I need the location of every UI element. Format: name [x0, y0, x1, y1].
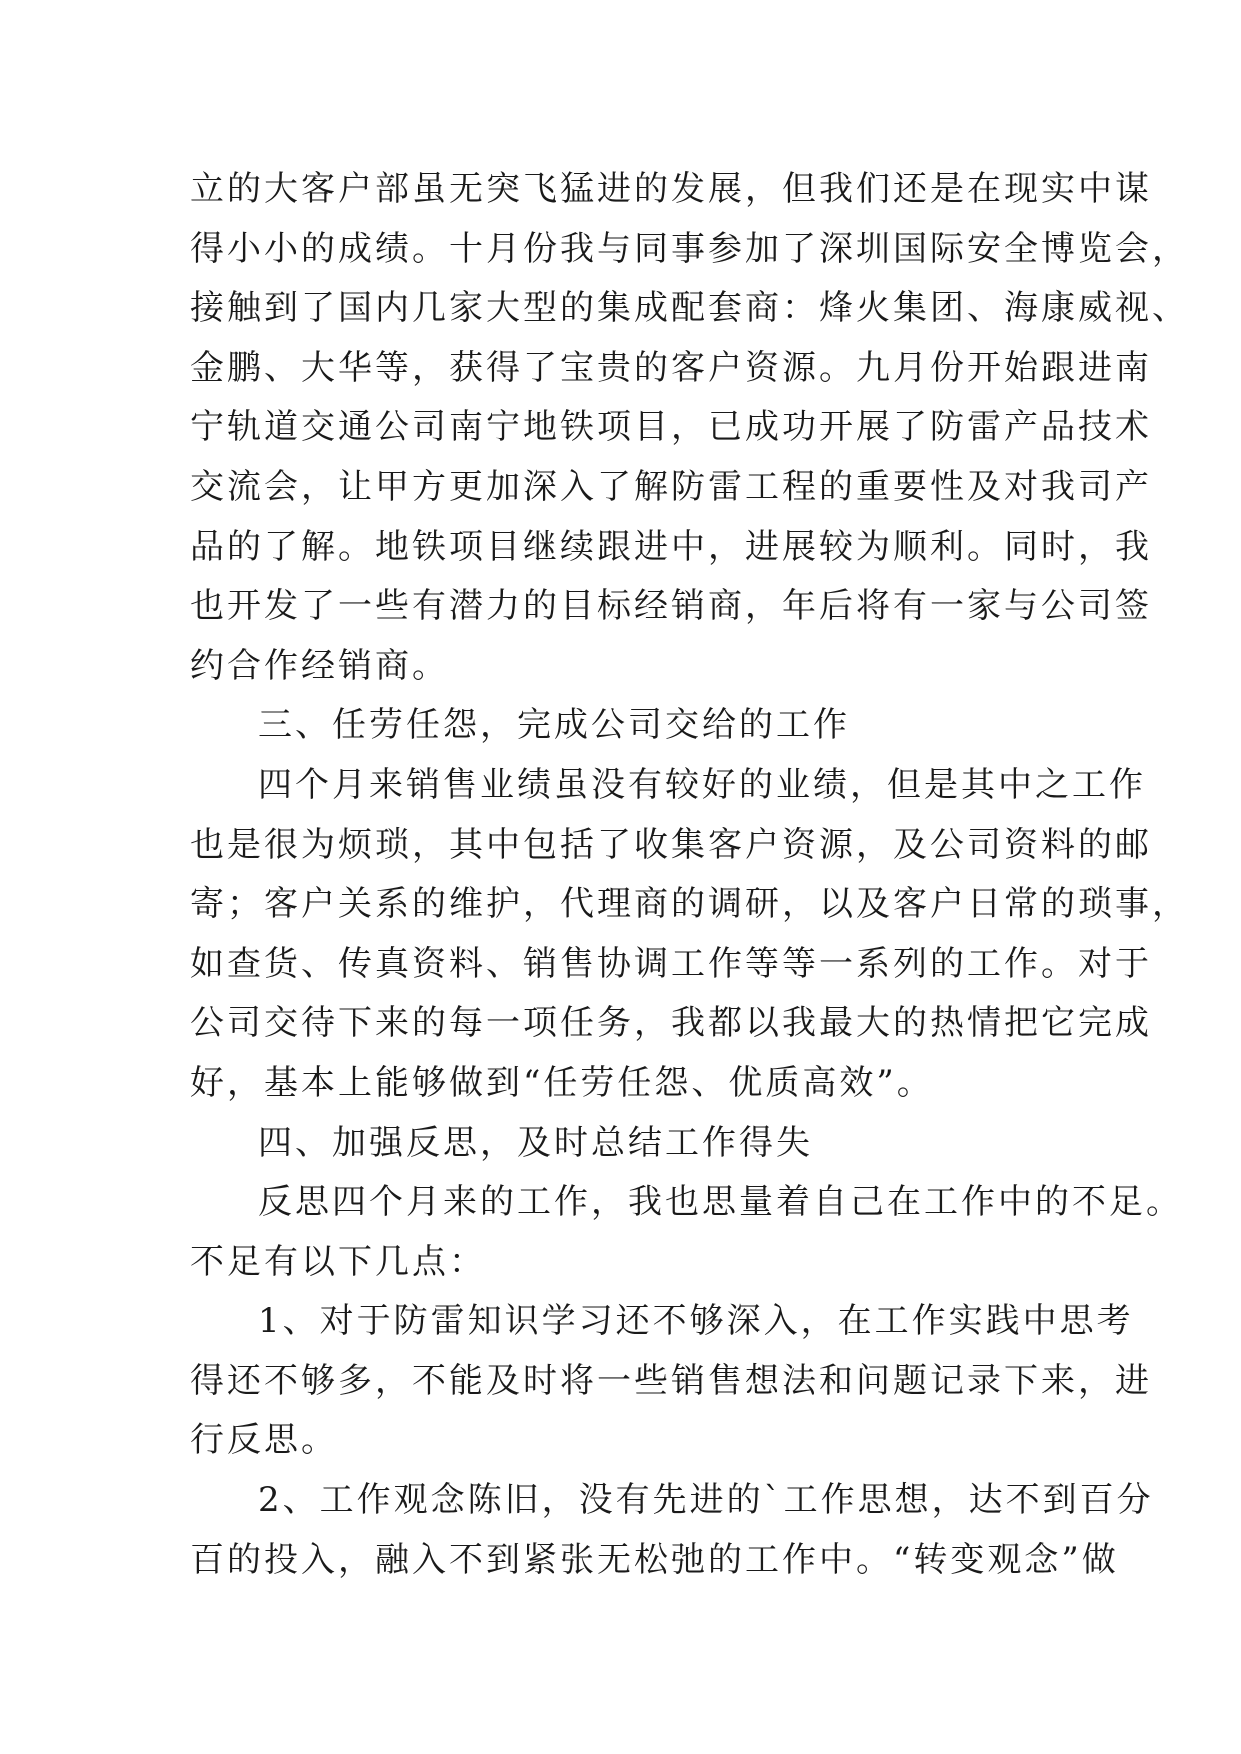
text-line: 反思四个月来的工作，我也思量着自己在工作中的不足。 [258, 1182, 1183, 1223]
text-line: 得还不够多，不能及时将一些销售想法和问题记录下来，进 [190, 1360, 1152, 1401]
text-line: 2、工作观念陈旧，没有先进的`工作思想，达不到百分 [258, 1480, 1154, 1521]
text-line: 寄；客户关系的维护，代理商的调研，以及客户日常的琐事， [190, 884, 1189, 925]
text-line: 四个月来销售业绩虽没有较好的业绩，但是其中之工作 [258, 764, 1146, 805]
text-line: 品的了解。地铁项目继续跟进中，进展较为顺利。同时，我 [190, 526, 1152, 567]
text-line: 也开发了一些有潜力的目标经销商，年后将有一家与公司签 [190, 586, 1152, 627]
text-line: 得小小的成绩。十月份我与同事参加了深圳国际安全博览会， [190, 228, 1189, 269]
text-line: 公司交待下来的每一项任务，我都以我最大的热情把它完成 [190, 1003, 1152, 1044]
text-line: 金鹏、大华等，获得了宝贵的客户资源。九月份开始跟进南 [190, 347, 1152, 388]
text-line: 交流会，让甲方更加深入了解防雷工程的重要性及对我司产 [190, 466, 1152, 507]
text-line: 如查货、传真资料、销售协调工作等等一系列的工作。对于 [190, 943, 1152, 984]
text-line: 也是很为烦琐，其中包括了收集客户资源，及公司资料的邮 [190, 824, 1152, 865]
body-text [190, 160, 1189, 1590]
text-line: 接触到了国内几家大型的集成配套商：烽火集团、海康威视、 [190, 288, 1189, 329]
text-line: 立的大客户部虽无突飞猛进的发展，但我们还是在现实中谋 [190, 169, 1152, 209]
text-line: 四、加强反思，及时总结工作得失 [258, 1122, 813, 1163]
text-line: 三、任劳任怨，完成公司交给的工作 [258, 705, 850, 746]
text-line: 约合作经销商。 [190, 645, 449, 686]
text-line: 行反思。 [190, 1420, 338, 1461]
text-line: 好，基本上能够做到“任劳任怨、优质高效”。 [190, 1062, 934, 1103]
text-line: 1、对于防雷知识学习还不够深入，在工作实践中思考 [258, 1301, 1134, 1342]
text-line: 百的投入，融入不到紧张无松弛的工作中。“转变观念”做 [190, 1539, 1119, 1580]
text-line: 不足有以下几点： [190, 1241, 486, 1282]
text-line: 宁轨道交通公司南宁地铁项目，已成功开展了防雷产品技术 [190, 407, 1152, 448]
